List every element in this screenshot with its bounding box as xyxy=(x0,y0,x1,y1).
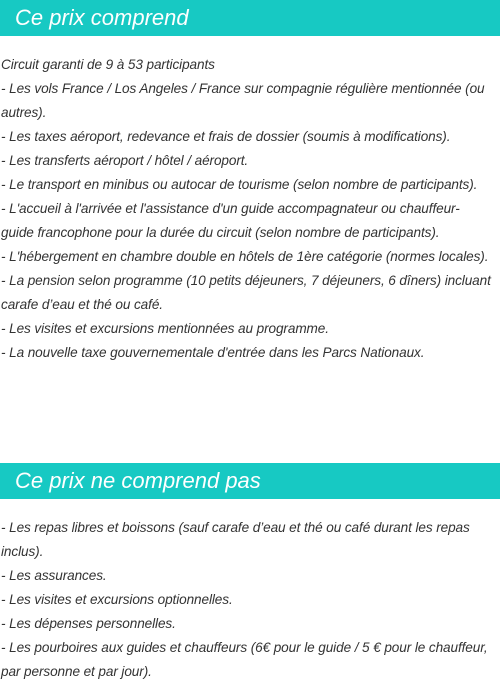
list-item: - Les assurances. xyxy=(1,568,107,583)
list-item: - Les pourboires aux guides et chauffeurs (6€ pour le guide / 5 € pour le chauffeur, par personne et par jour). xyxy=(1,640,488,679)
list-item: - Les dépenses personnelles. xyxy=(1,616,176,631)
list-item: - Les taxes aéroport, redevance et frais de dossier (soumis à modifications). xyxy=(1,129,451,144)
list-item: Circuit garanti de 9 à 53 participants xyxy=(1,57,215,72)
list-item: - L'accueil à l'arrivée et l'assistance d'un guide accompagnateur ou chauffeur-guide francophone pour la durée du circuit (selon nombre de participants). xyxy=(1,201,460,240)
list-item: - L'hébergement en chambre double en hôtels de 1ère catégorie (normes locales). xyxy=(1,249,489,264)
list-item: - La nouvelle taxe gouvernementale d'entrée dans les Parcs Nationaux. xyxy=(1,345,425,360)
list-item: - Les vols France / Los Angeles / France sur compagnie régulière mentionnée (ou autres). xyxy=(1,81,485,120)
included-section-title: Ce prix comprend xyxy=(0,0,500,36)
list-item: - Les visites et excursions mentionnées au programme. xyxy=(1,321,329,336)
excluded-section-title: Ce prix ne comprend pas xyxy=(0,463,500,499)
list-item: - La pension selon programme (10 petits déjeuners, 7 déjeuners, 6 dîners) incluant carafe d’eau et thé ou café. xyxy=(1,273,491,312)
list-item: - Les repas libres et boissons (sauf carafe d’eau et thé ou café durant les repas inclus). xyxy=(1,520,470,559)
included-list xyxy=(1,53,491,365)
list-item: - Les visites et excursions optionnelles. xyxy=(1,592,233,607)
excluded-list xyxy=(1,516,491,684)
list-item: - Les transferts aéroport / hôtel / aéroport. xyxy=(1,153,249,168)
list-item: - Le transport en minibus ou autocar de tourisme (selon nombre de participants). xyxy=(1,177,478,192)
